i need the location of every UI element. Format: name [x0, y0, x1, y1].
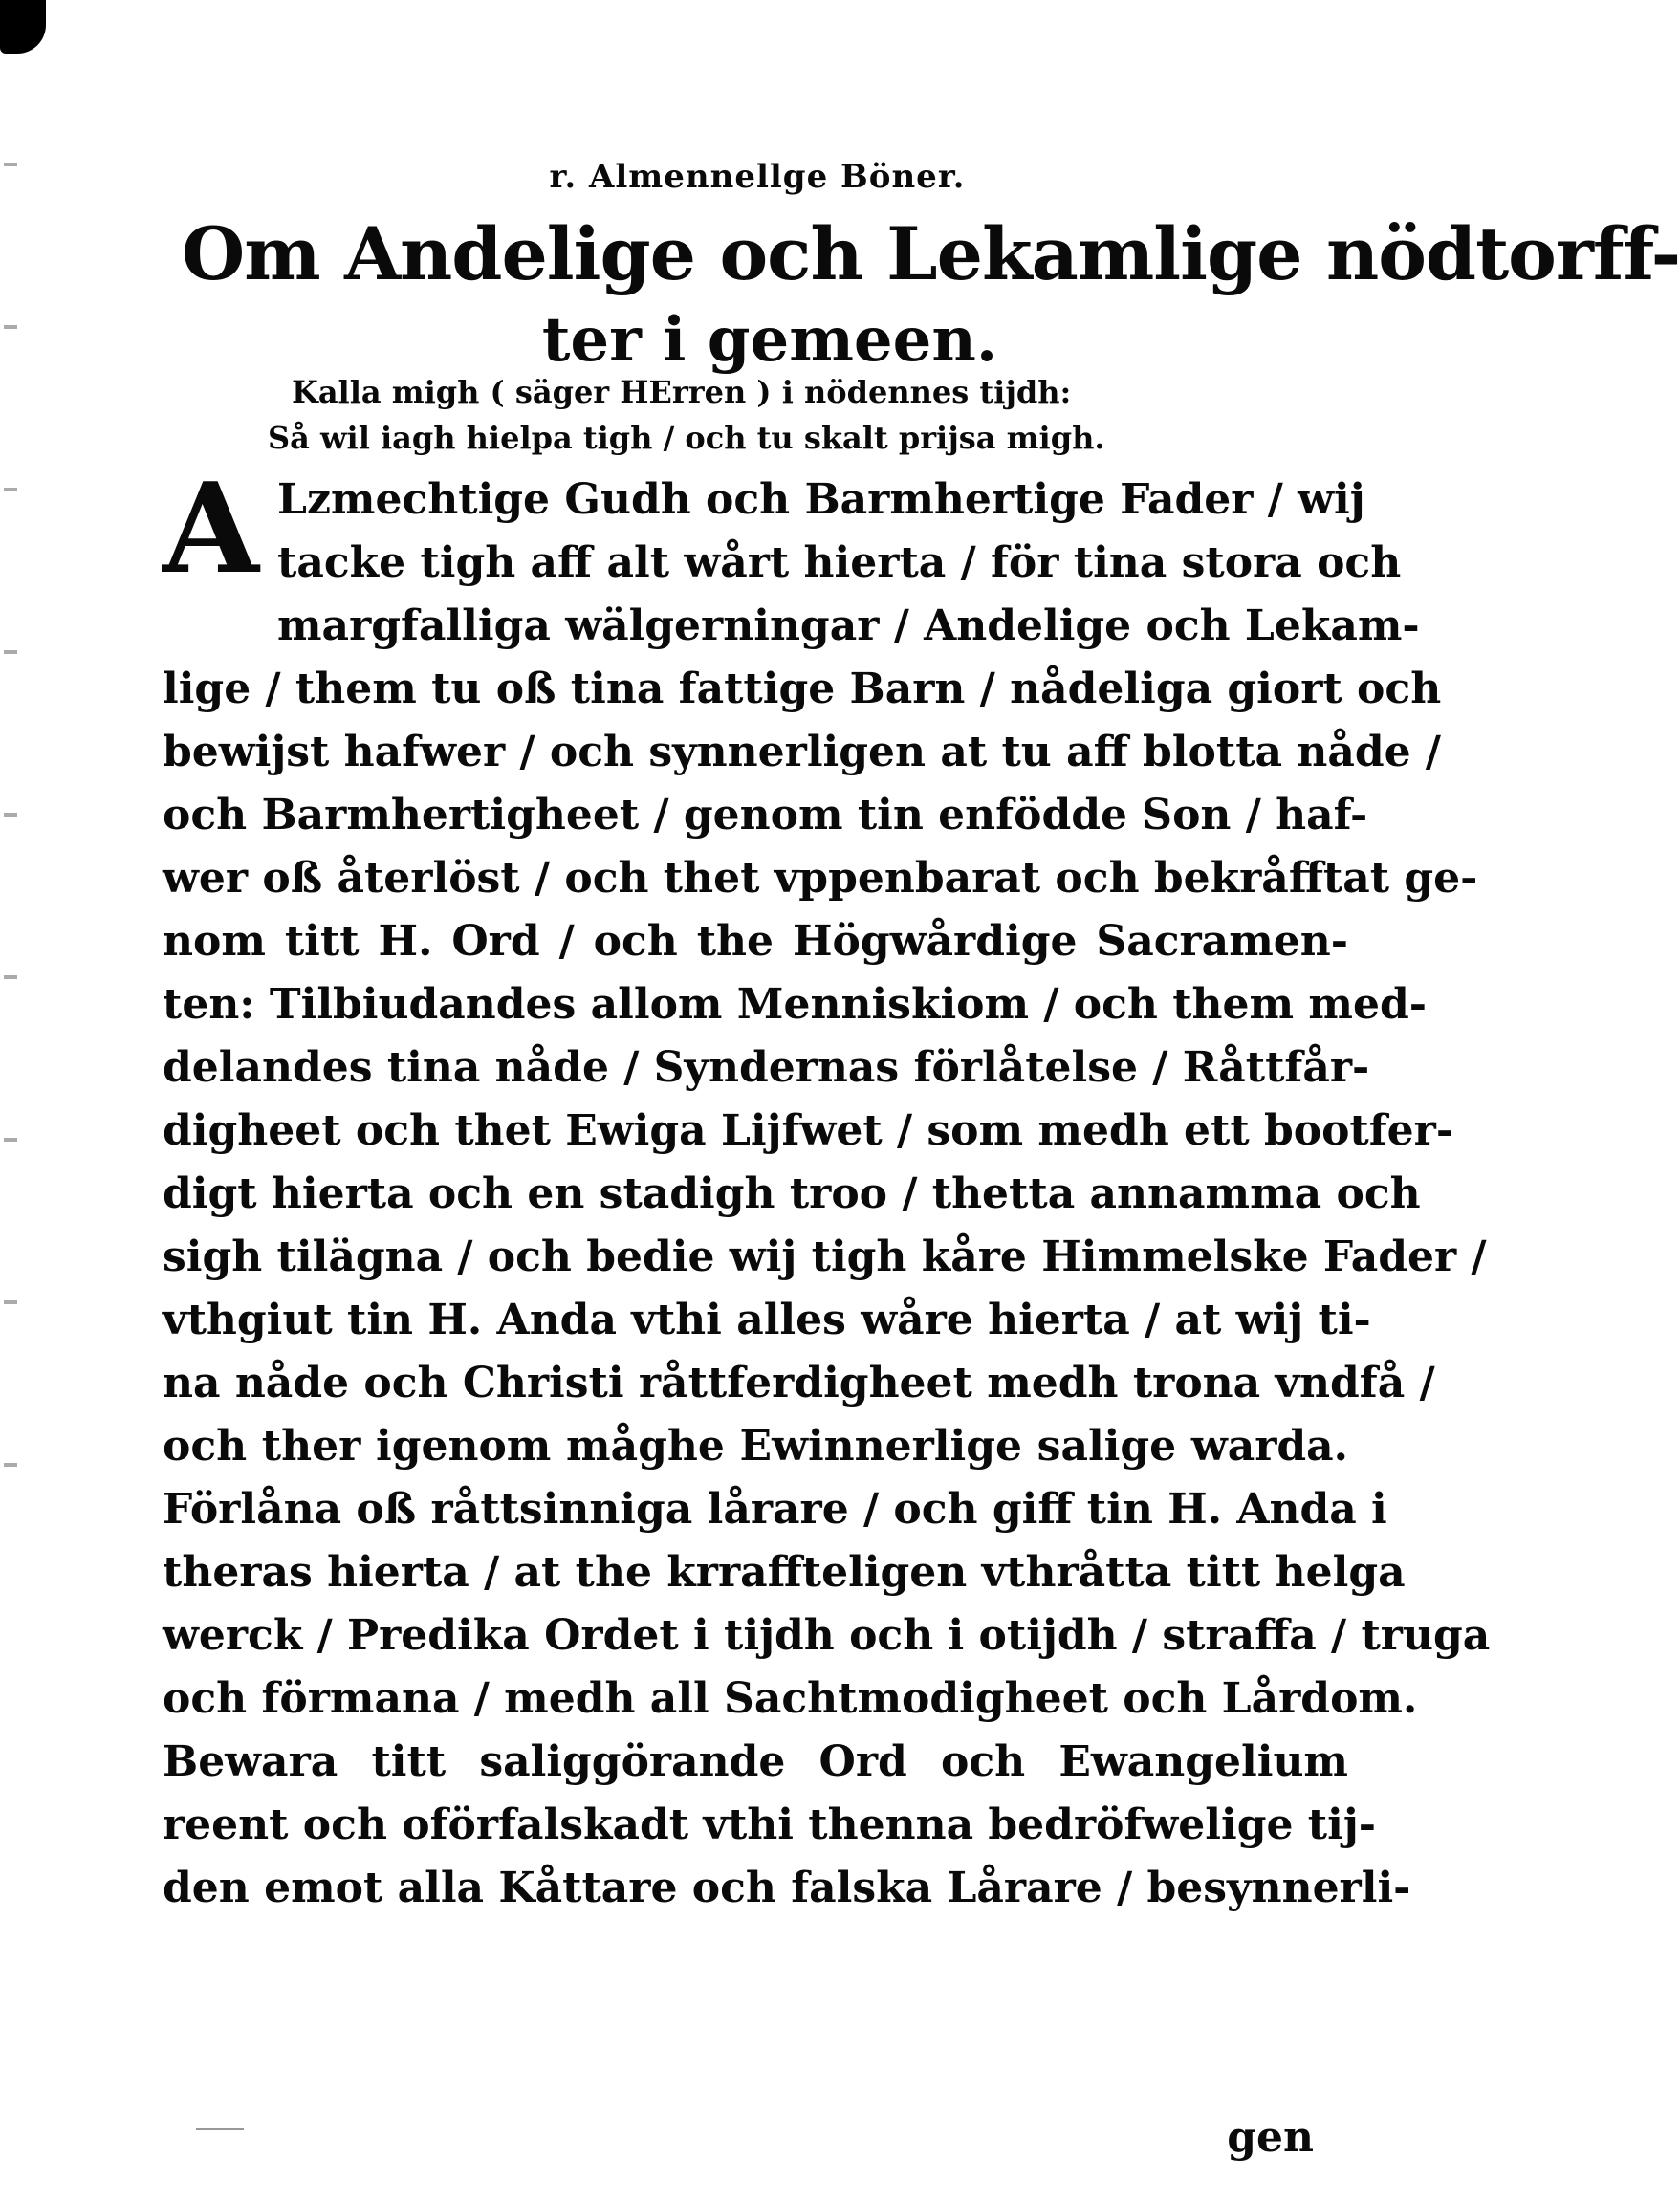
scripture-verse-line-2: Så wil iagh hielpa tigh / och tu skalt prijsa migh. — [268, 420, 1105, 456]
body-line: wer oß återlöst / och thet vppenbarat och bekråfftat ge- — [163, 854, 1478, 903]
body-line: lige / them tu oß tina fattige Barn / nådeliga giort och — [163, 665, 1442, 713]
body-line: den emot alla Kåttare och falska Lårare / besynnerli- — [163, 1864, 1411, 1912]
body-line: sigh tilägna / och bedie wij tigh kåre Himmelske Fader / — [163, 1232, 1487, 1281]
title-line-1: Om Andelige och Lekamlige nödtorff- — [182, 211, 1680, 296]
scripture-verse-line-1: Kalla migh ( säger HErren ) i nödennes tijdh: — [292, 374, 1072, 410]
body-line: margfalliga wälgerningar / Andelige och Lekam- — [277, 601, 1420, 650]
catchword: gen — [1227, 2113, 1314, 2162]
body-line: digheet och thet Ewiga Lijfwet / som medh ett bootfer- — [163, 1106, 1454, 1155]
body-line: bewijst hafwer / och synnerligen at tu aff blotta nåde / — [163, 728, 1441, 776]
margin-speckles — [4, 86, 17, 1520]
running-head: r. Almennellge Böner. — [549, 158, 966, 196]
body-line: delandes tina nåde / Syndernas förlåtelse / Råttfår- — [163, 1043, 1370, 1092]
body-line: vthgiut tin H. Anda vthi alles wåre hierta / at wij ti- — [163, 1296, 1371, 1344]
body-line: na nåde och Christi råttferdigheet medh trona vndfå / — [163, 1359, 1435, 1407]
prayer-body — [163, 455, 1491, 1920]
body-line: werck / Predika Ordet i tijdh och i otijdh / straffa / truga — [163, 1611, 1491, 1660]
body-line: tacke tigh aff alt wårt hierta / för tina stora och — [277, 538, 1402, 587]
body-line: Bewara titt saliggörande Ord och Ewangelium — [163, 1737, 1348, 1786]
body-line: Förlåna oß råttsinniga lårare / och giff tin H. Anda i — [163, 1485, 1387, 1534]
drop-cap-initial: A — [163, 455, 259, 601]
body-line: digt hierta och en stadigh troo / thetta annamma och — [163, 1169, 1421, 1218]
prayer-title — [182, 208, 1680, 381]
ink-blot — [0, 0, 46, 54]
body-line: och ther igenom måghe Ewinnerlige salige warda. — [163, 1422, 1348, 1471]
title-line-2: ter i gemeen. — [541, 304, 998, 376]
printer-mark — [196, 2128, 244, 2130]
body-line: och Barmhertigheet / genom tin enfödde Son / haf- — [163, 791, 1368, 840]
body-line: Lzmechtige Gudh och Barmhertige Fader / wij — [277, 475, 1365, 524]
body-line: och förmana / medh all Sachtmodigheet och Lårdom. — [163, 1674, 1418, 1723]
body-line: reent och oförfalskadt vthi thenna bedröfwelige tij- — [163, 1800, 1376, 1849]
body-line: theras hierta / at the krraffteligen vthråtta titt helga — [163, 1548, 1406, 1597]
body-line: nom titt H. Ord / och the Högwårdige Sacramen- — [163, 917, 1348, 966]
body-line: ten: Tilbiudandes allom Menniskiom / och them med- — [163, 980, 1427, 1029]
